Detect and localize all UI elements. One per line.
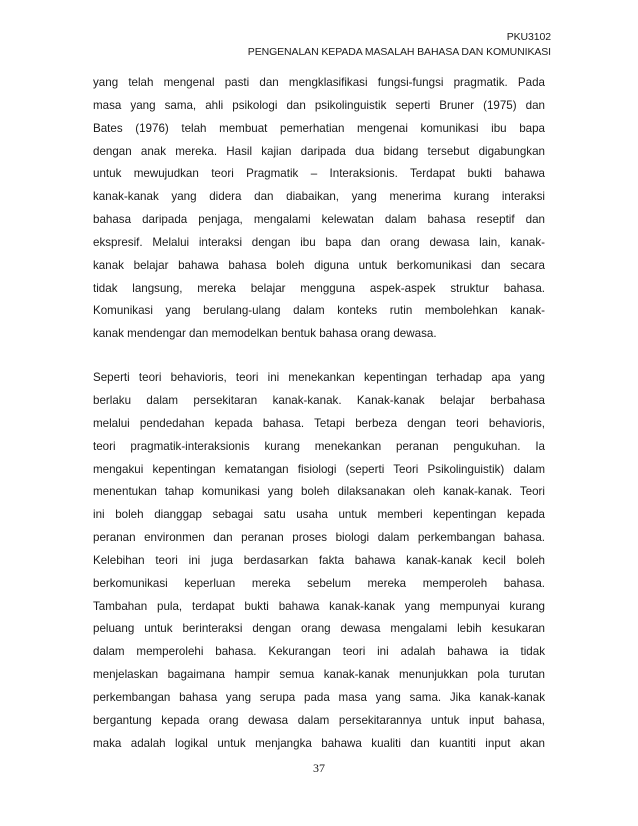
text-line: kanak mendengar dan memodelkan bentuk bahasa orang dewasa. <box>93 327 437 341</box>
text-line: bergantung kepada orang dewasa dalam persekitarannya untuk input bahasa, <box>93 713 545 727</box>
header-title: PENGENALAN KEPADA MASALAH BAHASA DAN KOMUNIKASI <box>247 46 551 58</box>
text-line: menjelaskan bagaimana hampir semua kanak-kanak menunjukkan pola turutan <box>93 668 545 682</box>
paragraph <box>93 367 545 755</box>
text-line: untuk mewujudkan teori Pragmatik – Interaksionis. Terdapat bukti bahawa <box>93 167 545 181</box>
text-line: teori pragmatik-interaksionis kurang menekankan peranan pengukuhan. Ia <box>93 439 545 453</box>
running-header <box>248 30 551 60</box>
course-code: PKU3102 <box>506 31 551 43</box>
text-line: perkembangan bahasa yang serupa pada masa yang sama. Jika kanak-kanak <box>93 690 545 704</box>
page-number: 37 <box>313 761 325 775</box>
text-line: Kelebihan teori ini juga berdasarkan fakta bahawa kanak-kanak kecil boleh <box>93 553 545 567</box>
text-line: ekspresif. Melalui interaksi dengan ibu bapa dan orang dewasa lain, kanak- <box>93 235 545 249</box>
text-line: tidak langsung, mereka belajar mengguna aspek-aspek struktur bahasa. <box>93 281 545 295</box>
text-line: kanak-kanak yang didera dan diabaikan, yang menerima kurang interaksi <box>93 190 545 204</box>
text-line: dalam memperolehi bahasa. Kekurangan teori ini adalah bahawa ia tidak <box>93 645 545 659</box>
paragraph <box>93 72 545 346</box>
text-line: melalui pendedahan kepada bahasa. Tetapi berbeza dengan teori behavioris, <box>93 416 545 430</box>
text-line: peluang untuk berinteraksi dengan orang dewasa mengalami lebih kesukaran <box>93 622 545 636</box>
text-line: kanak belajar bahawa bahasa boleh diguna untuk berkomunikasi dan secara <box>93 258 545 272</box>
text-line: berkomunikasi keperluan mereka sebelum mereka memperoleh bahasa. <box>93 576 545 590</box>
text-line: Tambahan pula, terdapat bukti bahawa kanak-kanak yang mempunyai kurang <box>93 599 545 613</box>
text-line: mengakui kepentingan kematangan fisiologi (seperti Teori Psikolinguistik) dalam <box>93 462 545 476</box>
text-line: Seperti teori behavioris, teori ini menekankan kepentingan terhadap apa yang <box>93 371 545 385</box>
body-text <box>93 72 545 755</box>
text-line: menentukan tahap komunikasi yang boleh dilaksanakan oleh kanak-kanak. Teori <box>93 485 545 499</box>
text-line: Bates (1976) telah membuat pemerhatian mengenai komunikasi ibu bapa <box>93 121 545 135</box>
text-line: bahasa daripada penjaga, mengalami kelewatan dalam bahasa reseptif dan <box>93 213 545 227</box>
text-line: dengan anak mereka. Hasil kajian daripada dua bidang tersebut digabungkan <box>93 144 545 158</box>
text-line: masa yang sama, ahli psikologi dan psikolinguistik seperti Bruner (1975) dan <box>93 98 545 112</box>
text-line: yang telah mengenal pasti dan mengklasifikasi fungsi-fungsi pragmatik. Pada <box>93 76 545 89</box>
text-line: ini boleh dianggap sebagai satu usaha untuk memberi kepentingan kepada <box>93 508 545 522</box>
text-line: Komunikasi yang berulang-ulang dalam konteks rutin membolehkan kanak- <box>93 304 545 318</box>
text-line: maka adalah logikal untuk menjangka bahawa kualiti dan kuantiti input akan <box>93 736 545 750</box>
text-line: berlaku dalam persekitaran kanak-kanak. Kanak-kanak belajar berbahasa <box>93 393 545 407</box>
text-line: peranan environmen dan peranan proses biologi dalam perkembangan bahasa. <box>93 531 545 545</box>
